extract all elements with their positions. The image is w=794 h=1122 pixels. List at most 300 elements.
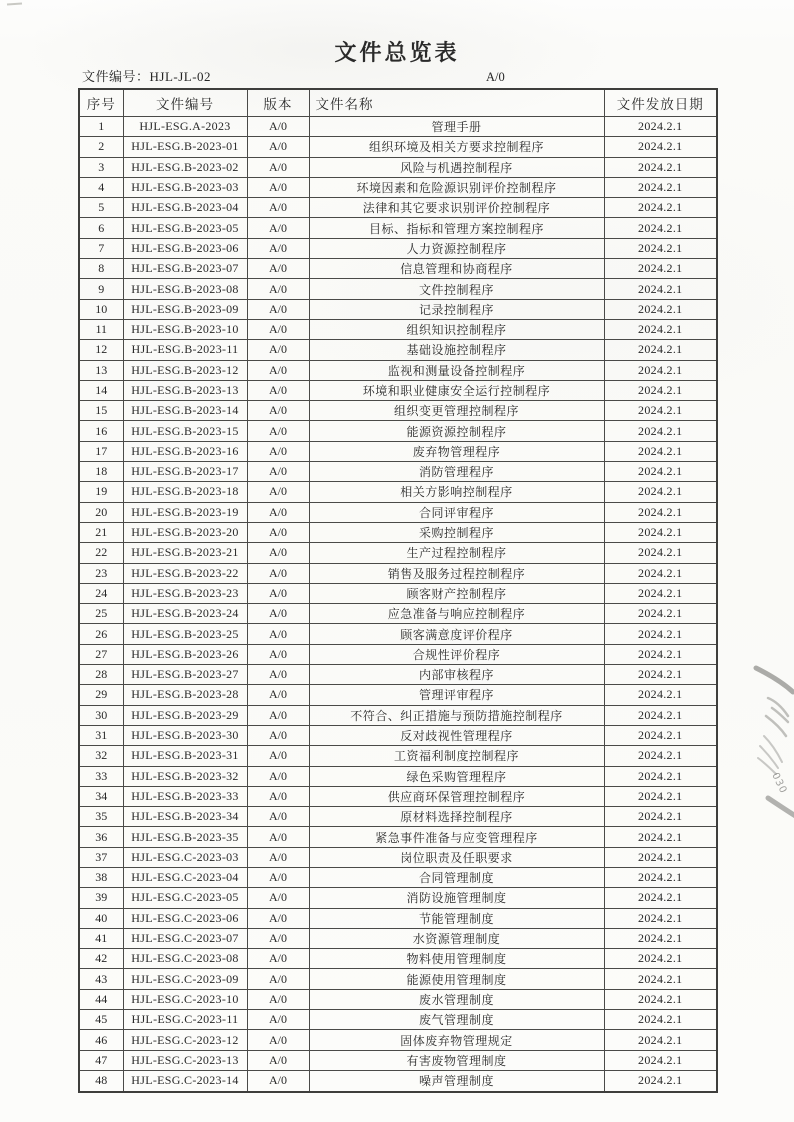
cell-doc-code: HJL-ESG.B-2023-13 bbox=[123, 380, 247, 400]
cell-doc-name: 监视和测量设备控制程序 bbox=[309, 360, 604, 380]
cell-issue-date: 2024.2.1 bbox=[604, 888, 717, 908]
cell-issue-date: 2024.2.1 bbox=[604, 441, 717, 461]
cell-doc-code: HJL-ESG.C-2023-10 bbox=[123, 989, 247, 1009]
cell-doc-code: HJL-ESG.C-2023-14 bbox=[123, 1070, 247, 1092]
cell-serial: 35 bbox=[79, 807, 123, 827]
cell-doc-code: HJL-ESG.B-2023-03 bbox=[123, 177, 247, 197]
cell-doc-name: 基础设施控制程序 bbox=[309, 340, 604, 360]
cell-serial: 15 bbox=[79, 401, 123, 421]
cell-issue-date: 2024.2.1 bbox=[604, 502, 717, 522]
cell-version: A/0 bbox=[247, 766, 309, 786]
cell-issue-date: 2024.2.1 bbox=[604, 482, 717, 502]
cell-issue-date: 2024.2.1 bbox=[604, 705, 717, 725]
cell-issue-date: 2024.2.1 bbox=[604, 218, 717, 238]
table-row bbox=[79, 807, 717, 827]
cell-version: A/0 bbox=[247, 522, 309, 542]
cell-doc-code: HJL-ESG.B-2023-11 bbox=[123, 340, 247, 360]
cell-doc-name: 组织变更管理控制程序 bbox=[309, 401, 604, 421]
cell-issue-date: 2024.2.1 bbox=[604, 319, 717, 339]
cell-doc-code: HJL-ESG.B-2023-35 bbox=[123, 827, 247, 847]
cell-doc-code: HJL-ESG.C-2023-07 bbox=[123, 928, 247, 948]
cell-issue-date: 2024.2.1 bbox=[604, 177, 717, 197]
cell-version: A/0 bbox=[247, 1050, 309, 1070]
cell-version: A/0 bbox=[247, 279, 309, 299]
cell-doc-code: HJL-ESG.B-2023-10 bbox=[123, 319, 247, 339]
cell-issue-date: 2024.2.1 bbox=[604, 807, 717, 827]
cell-serial: 26 bbox=[79, 624, 123, 644]
cell-serial: 34 bbox=[79, 786, 123, 806]
cell-doc-code: HJL-ESG.B-2023-16 bbox=[123, 441, 247, 461]
cell-doc-name: 目标、指标和管理方案控制程序 bbox=[309, 218, 604, 238]
cell-serial: 42 bbox=[79, 949, 123, 969]
cell-doc-code: HJL-ESG.B-2023-12 bbox=[123, 360, 247, 380]
cell-doc-name: 合规性评价程序 bbox=[309, 644, 604, 664]
cell-doc-name: 有害废物管理制度 bbox=[309, 1050, 604, 1070]
cell-version: A/0 bbox=[247, 665, 309, 685]
cell-serial: 38 bbox=[79, 867, 123, 887]
cell-serial: 40 bbox=[79, 908, 123, 928]
cell-doc-name: 信息管理和协商程序 bbox=[309, 259, 604, 279]
cell-doc-code: HJL-ESG.B-2023-18 bbox=[123, 482, 247, 502]
cell-doc-code: HJL-ESG.B-2023-25 bbox=[123, 624, 247, 644]
cell-doc-code: HJL-ESG.B-2023-08 bbox=[123, 279, 247, 299]
cell-doc-name: 合同管理制度 bbox=[309, 867, 604, 887]
column-header-col-issue-date: 文件发放日期 bbox=[604, 89, 717, 117]
cell-doc-name: 人力资源控制程序 bbox=[309, 238, 604, 258]
cell-doc-name: 合同评审程序 bbox=[309, 502, 604, 522]
cell-serial: 7 bbox=[79, 238, 123, 258]
stamp-artifact bbox=[738, 650, 794, 825]
cell-issue-date: 2024.2.1 bbox=[604, 786, 717, 806]
table-row bbox=[79, 117, 717, 137]
cell-doc-name: 不符合、纠正措施与预防措施控制程序 bbox=[309, 705, 604, 725]
page-title: 文件总览表 bbox=[334, 40, 460, 65]
cell-version: A/0 bbox=[247, 969, 309, 989]
stamp-number: 030 bbox=[769, 771, 789, 796]
table-row bbox=[79, 563, 717, 583]
cell-doc-name: 消防管理程序 bbox=[309, 462, 604, 482]
table-row bbox=[79, 157, 717, 177]
document-overview-table bbox=[78, 88, 718, 1093]
cell-serial: 30 bbox=[79, 705, 123, 725]
cell-doc-name: 废水管理制度 bbox=[309, 989, 604, 1009]
cell-doc-code: HJL-ESG.B-2023-22 bbox=[123, 563, 247, 583]
cell-version: A/0 bbox=[247, 482, 309, 502]
cell-version: A/0 bbox=[247, 746, 309, 766]
cell-doc-code: HJL-ESG.B-2023-29 bbox=[123, 705, 247, 725]
cell-doc-code: HJL-ESG.B-2023-07 bbox=[123, 259, 247, 279]
cell-doc-code: HJL-ESG.B-2023-33 bbox=[123, 786, 247, 806]
table-row bbox=[79, 502, 717, 522]
cell-serial: 1 bbox=[79, 117, 123, 137]
cell-doc-name: 记录控制程序 bbox=[309, 299, 604, 319]
cell-serial: 28 bbox=[79, 665, 123, 685]
cell-version: A/0 bbox=[247, 989, 309, 1009]
cell-doc-code: HJL-ESG.B-2023-14 bbox=[123, 401, 247, 421]
cell-doc-code: HJL-ESG.B-2023-24 bbox=[123, 604, 247, 624]
cell-version: A/0 bbox=[247, 319, 309, 339]
cell-issue-date: 2024.2.1 bbox=[604, 421, 717, 441]
table-row bbox=[79, 177, 717, 197]
cell-issue-date: 2024.2.1 bbox=[604, 908, 717, 928]
cell-doc-code: HJL-ESG.C-2023-13 bbox=[123, 1050, 247, 1070]
cell-version: A/0 bbox=[247, 1070, 309, 1092]
cell-version: A/0 bbox=[247, 725, 309, 745]
cell-doc-code: HJL-ESG.B-2023-09 bbox=[123, 299, 247, 319]
cell-doc-name: 紧急事件准备与应变管理程序 bbox=[309, 827, 604, 847]
cell-version: A/0 bbox=[247, 949, 309, 969]
cell-version: A/0 bbox=[247, 177, 309, 197]
cell-version: A/0 bbox=[247, 421, 309, 441]
cell-version: A/0 bbox=[247, 847, 309, 867]
cell-issue-date: 2024.2.1 bbox=[604, 1030, 717, 1050]
cell-issue-date: 2024.2.1 bbox=[604, 583, 717, 603]
cell-doc-name: 销售及服务过程控制程序 bbox=[309, 563, 604, 583]
cell-issue-date: 2024.2.1 bbox=[604, 969, 717, 989]
cell-doc-code: HJL-ESG.C-2023-05 bbox=[123, 888, 247, 908]
cell-version: A/0 bbox=[247, 137, 309, 157]
cell-serial: 10 bbox=[79, 299, 123, 319]
cell-doc-name: 原材料选择控制程序 bbox=[309, 807, 604, 827]
cell-issue-date: 2024.2.1 bbox=[604, 157, 717, 177]
table-row bbox=[79, 665, 717, 685]
cell-doc-code: HJL-ESG.B-2023-19 bbox=[123, 502, 247, 522]
cell-serial: 3 bbox=[79, 157, 123, 177]
cell-doc-name: 法律和其它要求识别评价控制程序 bbox=[309, 198, 604, 218]
cell-version: A/0 bbox=[247, 604, 309, 624]
cell-doc-name: 顾客财产控制程序 bbox=[309, 583, 604, 603]
table-row bbox=[79, 401, 717, 421]
cell-doc-name: 环境和职业健康安全运行控制程序 bbox=[309, 380, 604, 400]
cell-serial: 31 bbox=[79, 725, 123, 745]
cell-issue-date: 2024.2.1 bbox=[604, 117, 717, 137]
cell-version: A/0 bbox=[247, 867, 309, 887]
cell-doc-code: HJL-ESG.B-2023-27 bbox=[123, 665, 247, 685]
cell-issue-date: 2024.2.1 bbox=[604, 665, 717, 685]
table-row bbox=[79, 137, 717, 157]
cell-serial: 14 bbox=[79, 380, 123, 400]
table-row bbox=[79, 705, 717, 725]
table-row bbox=[79, 746, 717, 766]
cell-serial: 17 bbox=[79, 441, 123, 461]
cell-issue-date: 2024.2.1 bbox=[604, 1010, 717, 1030]
cell-serial: 47 bbox=[79, 1050, 123, 1070]
cell-serial: 23 bbox=[79, 563, 123, 583]
table-row bbox=[79, 867, 717, 887]
table-row bbox=[79, 644, 717, 664]
table-row bbox=[79, 827, 717, 847]
table-row bbox=[79, 259, 717, 279]
cell-doc-code: HJL-ESG.C-2023-04 bbox=[123, 867, 247, 887]
table-row bbox=[79, 360, 717, 380]
cell-doc-name: 供应商环保管理控制程序 bbox=[309, 786, 604, 806]
table-row bbox=[79, 522, 717, 542]
cell-serial: 6 bbox=[79, 218, 123, 238]
cell-serial: 29 bbox=[79, 685, 123, 705]
cell-doc-code: HJL-ESG.C-2023-09 bbox=[123, 969, 247, 989]
table-row bbox=[79, 949, 717, 969]
cell-serial: 13 bbox=[79, 360, 123, 380]
cell-version: A/0 bbox=[247, 259, 309, 279]
cell-doc-name: 内部审核程序 bbox=[309, 665, 604, 685]
cell-doc-name: 文件控制程序 bbox=[309, 279, 604, 299]
cell-version: A/0 bbox=[247, 908, 309, 928]
cell-version: A/0 bbox=[247, 380, 309, 400]
cell-issue-date: 2024.2.1 bbox=[604, 137, 717, 157]
table-row bbox=[79, 380, 717, 400]
cell-issue-date: 2024.2.1 bbox=[604, 1070, 717, 1092]
column-header-col-doc-code: 文件编号 bbox=[123, 89, 247, 117]
cell-serial: 11 bbox=[79, 319, 123, 339]
cell-doc-name: 噪声管理制度 bbox=[309, 1070, 604, 1092]
cell-issue-date: 2024.2.1 bbox=[604, 746, 717, 766]
cell-doc-code: HJL-ESG.C-2023-12 bbox=[123, 1030, 247, 1050]
cell-serial: 21 bbox=[79, 522, 123, 542]
cell-issue-date: 2024.2.1 bbox=[604, 462, 717, 482]
table-row bbox=[79, 279, 717, 299]
cell-doc-code: HJL-ESG.B-2023-26 bbox=[123, 644, 247, 664]
table-row bbox=[79, 989, 717, 1009]
cell-doc-name: 管理评审程序 bbox=[309, 685, 604, 705]
cell-serial: 43 bbox=[79, 969, 123, 989]
cell-version: A/0 bbox=[247, 401, 309, 421]
cell-doc-code: HJL-ESG.B-2023-15 bbox=[123, 421, 247, 441]
table-row bbox=[79, 928, 717, 948]
cell-doc-name: 风险与机遇控制程序 bbox=[309, 157, 604, 177]
table-row bbox=[79, 462, 717, 482]
table-row bbox=[79, 583, 717, 603]
cell-version: A/0 bbox=[247, 1010, 309, 1030]
cell-doc-code: HJL-ESG.B-2023-20 bbox=[123, 522, 247, 542]
table-row bbox=[79, 604, 717, 624]
cell-serial: 19 bbox=[79, 482, 123, 502]
cell-version: A/0 bbox=[247, 299, 309, 319]
cell-version: A/0 bbox=[247, 218, 309, 238]
table-row bbox=[79, 1070, 717, 1092]
cell-version: A/0 bbox=[247, 543, 309, 563]
cell-issue-date: 2024.2.1 bbox=[604, 644, 717, 664]
cell-issue-date: 2024.2.1 bbox=[604, 238, 717, 258]
cell-serial: 48 bbox=[79, 1070, 123, 1092]
cell-version: A/0 bbox=[247, 807, 309, 827]
cell-doc-name: 采购控制程序 bbox=[309, 522, 604, 542]
cell-serial: 25 bbox=[79, 604, 123, 624]
cell-doc-name: 反对歧视性管理程序 bbox=[309, 725, 604, 745]
table-row bbox=[79, 1030, 717, 1050]
cell-doc-name: 岗位职责及任职要求 bbox=[309, 847, 604, 867]
cell-doc-name: 节能管理制度 bbox=[309, 908, 604, 928]
cell-issue-date: 2024.2.1 bbox=[604, 1050, 717, 1070]
cell-doc-code: HJL-ESG.A-2023 bbox=[123, 117, 247, 137]
cell-serial: 16 bbox=[79, 421, 123, 441]
cell-issue-date: 2024.2.1 bbox=[604, 989, 717, 1009]
cell-doc-code: HJL-ESG.C-2023-08 bbox=[123, 949, 247, 969]
cell-serial: 9 bbox=[79, 279, 123, 299]
cell-doc-code: HJL-ESG.B-2023-21 bbox=[123, 543, 247, 563]
table-row bbox=[79, 238, 717, 258]
cell-version: A/0 bbox=[247, 1030, 309, 1050]
cell-doc-code: HJL-ESG.B-2023-28 bbox=[123, 685, 247, 705]
cell-doc-code: HJL-ESG.B-2023-05 bbox=[123, 218, 247, 238]
cell-issue-date: 2024.2.1 bbox=[604, 522, 717, 542]
cell-issue-date: 2024.2.1 bbox=[604, 766, 717, 786]
cell-issue-date: 2024.2.1 bbox=[604, 867, 717, 887]
cell-doc-name: 组织环境及相关方要求控制程序 bbox=[309, 137, 604, 157]
cell-version: A/0 bbox=[247, 462, 309, 482]
table-header-row bbox=[79, 89, 717, 117]
cell-doc-code: HJL-ESG.C-2023-11 bbox=[123, 1010, 247, 1030]
cell-doc-code: HJL-ESG.B-2023-02 bbox=[123, 157, 247, 177]
table-row bbox=[79, 198, 717, 218]
cell-serial: 5 bbox=[79, 198, 123, 218]
cell-serial: 37 bbox=[79, 847, 123, 867]
table-row bbox=[79, 1050, 717, 1070]
column-header-col-name: 文件名称 bbox=[309, 89, 604, 117]
cell-issue-date: 2024.2.1 bbox=[604, 401, 717, 421]
cell-issue-date: 2024.2.1 bbox=[604, 259, 717, 279]
cell-doc-code: HJL-ESG.B-2023-32 bbox=[123, 766, 247, 786]
cell-version: A/0 bbox=[247, 705, 309, 725]
table-row bbox=[79, 340, 717, 360]
cell-version: A/0 bbox=[247, 624, 309, 644]
cell-serial: 46 bbox=[79, 1030, 123, 1050]
cell-doc-code: HJL-ESG.B-2023-23 bbox=[123, 583, 247, 603]
cell-doc-name: 相关方影响控制程序 bbox=[309, 482, 604, 502]
cell-doc-code: HJL-ESG.B-2023-04 bbox=[123, 198, 247, 218]
column-header-col-version: 版本 bbox=[247, 89, 309, 117]
table-row bbox=[79, 786, 717, 806]
cell-version: A/0 bbox=[247, 238, 309, 258]
meta-line bbox=[0, 64, 794, 86]
cell-doc-name: 能源使用管理制度 bbox=[309, 969, 604, 989]
cell-issue-date: 2024.2.1 bbox=[604, 340, 717, 360]
cell-serial: 36 bbox=[79, 827, 123, 847]
cell-version: A/0 bbox=[247, 563, 309, 583]
cell-issue-date: 2024.2.1 bbox=[604, 685, 717, 705]
cell-version: A/0 bbox=[247, 441, 309, 461]
cell-version: A/0 bbox=[247, 502, 309, 522]
table-row bbox=[79, 543, 717, 563]
cell-doc-name: 绿色采购管理程序 bbox=[309, 766, 604, 786]
cell-serial: 2 bbox=[79, 137, 123, 157]
cell-doc-name: 应急准备与响应控制程序 bbox=[309, 604, 604, 624]
doc-number-label: 文件编号：HJL-JL-02 bbox=[82, 69, 212, 84]
cell-issue-date: 2024.2.1 bbox=[604, 827, 717, 847]
cell-doc-code: HJL-ESG.B-2023-31 bbox=[123, 746, 247, 766]
table-row bbox=[79, 969, 717, 989]
cell-serial: 18 bbox=[79, 462, 123, 482]
cell-doc-name: 水资源管理制度 bbox=[309, 928, 604, 948]
table-row bbox=[79, 218, 717, 238]
cell-serial: 22 bbox=[79, 543, 123, 563]
cell-serial: 4 bbox=[79, 177, 123, 197]
cell-version: A/0 bbox=[247, 644, 309, 664]
cell-doc-name: 生产过程控制程序 bbox=[309, 543, 604, 563]
table-row bbox=[79, 685, 717, 705]
cell-issue-date: 2024.2.1 bbox=[604, 299, 717, 319]
cell-issue-date: 2024.2.1 bbox=[604, 380, 717, 400]
table-row bbox=[79, 421, 717, 441]
cell-issue-date: 2024.2.1 bbox=[604, 604, 717, 624]
cell-serial: 33 bbox=[79, 766, 123, 786]
cell-serial: 41 bbox=[79, 928, 123, 948]
scan-speck bbox=[7, 2, 22, 5]
table-row bbox=[79, 766, 717, 786]
table-row bbox=[79, 847, 717, 867]
cell-version: A/0 bbox=[247, 827, 309, 847]
cell-doc-name: 组织知识控制程序 bbox=[309, 319, 604, 339]
cell-issue-date: 2024.2.1 bbox=[604, 198, 717, 218]
table-row bbox=[79, 888, 717, 908]
cell-doc-name: 管理手册 bbox=[309, 117, 604, 137]
table-row bbox=[79, 319, 717, 339]
table-row bbox=[79, 725, 717, 745]
cell-issue-date: 2024.2.1 bbox=[604, 624, 717, 644]
table-row bbox=[79, 908, 717, 928]
cell-issue-date: 2024.2.1 bbox=[604, 563, 717, 583]
cell-serial: 27 bbox=[79, 644, 123, 664]
cell-version: A/0 bbox=[247, 198, 309, 218]
table-row bbox=[79, 299, 717, 319]
cell-serial: 39 bbox=[79, 888, 123, 908]
cell-version: A/0 bbox=[247, 340, 309, 360]
cell-doc-name: 废弃物管理程序 bbox=[309, 441, 604, 461]
cell-version: A/0 bbox=[247, 583, 309, 603]
cell-doc-name: 工资福利制度控制程序 bbox=[309, 746, 604, 766]
cell-serial: 8 bbox=[79, 259, 123, 279]
cell-doc-code: HJL-ESG.B-2023-01 bbox=[123, 137, 247, 157]
cell-version: A/0 bbox=[247, 360, 309, 380]
cell-issue-date: 2024.2.1 bbox=[604, 949, 717, 969]
cell-doc-name: 环境因素和危险源识别评价控制程序 bbox=[309, 177, 604, 197]
cell-issue-date: 2024.2.1 bbox=[604, 543, 717, 563]
cell-version: A/0 bbox=[247, 888, 309, 908]
cell-doc-name: 固体废弃物管理规定 bbox=[309, 1030, 604, 1050]
cell-doc-name: 能源资源控制程序 bbox=[309, 421, 604, 441]
cell-version: A/0 bbox=[247, 685, 309, 705]
cell-doc-name: 物料使用管理制度 bbox=[309, 949, 604, 969]
table-row bbox=[79, 1010, 717, 1030]
cell-issue-date: 2024.2.1 bbox=[604, 279, 717, 299]
cell-serial: 12 bbox=[79, 340, 123, 360]
cell-issue-date: 2024.2.1 bbox=[604, 928, 717, 948]
page-version: A/0 bbox=[486, 70, 505, 84]
cell-doc-name: 废气管理制度 bbox=[309, 1010, 604, 1030]
cell-issue-date: 2024.2.1 bbox=[604, 725, 717, 745]
column-header-col-serial: 序号 bbox=[79, 89, 123, 117]
cell-doc-code: HJL-ESG.B-2023-17 bbox=[123, 462, 247, 482]
cell-version: A/0 bbox=[247, 786, 309, 806]
cell-serial: 44 bbox=[79, 989, 123, 1009]
cell-doc-code: HJL-ESG.C-2023-03 bbox=[123, 847, 247, 867]
cell-serial: 45 bbox=[79, 1010, 123, 1030]
table-row bbox=[79, 624, 717, 644]
cell-doc-code: HJL-ESG.B-2023-34 bbox=[123, 807, 247, 827]
cell-version: A/0 bbox=[247, 928, 309, 948]
cell-version: A/0 bbox=[247, 157, 309, 177]
cell-doc-code: HJL-ESG.C-2023-06 bbox=[123, 908, 247, 928]
cell-serial: 20 bbox=[79, 502, 123, 522]
cell-doc-code: HJL-ESG.B-2023-30 bbox=[123, 725, 247, 745]
table-row bbox=[79, 482, 717, 502]
cell-doc-name: 消防设施管理制度 bbox=[309, 888, 604, 908]
table-row bbox=[79, 441, 717, 461]
cell-issue-date: 2024.2.1 bbox=[604, 847, 717, 867]
cell-issue-date: 2024.2.1 bbox=[604, 360, 717, 380]
cell-doc-code: HJL-ESG.B-2023-06 bbox=[123, 238, 247, 258]
cell-serial: 32 bbox=[79, 746, 123, 766]
cell-version: A/0 bbox=[247, 117, 309, 137]
